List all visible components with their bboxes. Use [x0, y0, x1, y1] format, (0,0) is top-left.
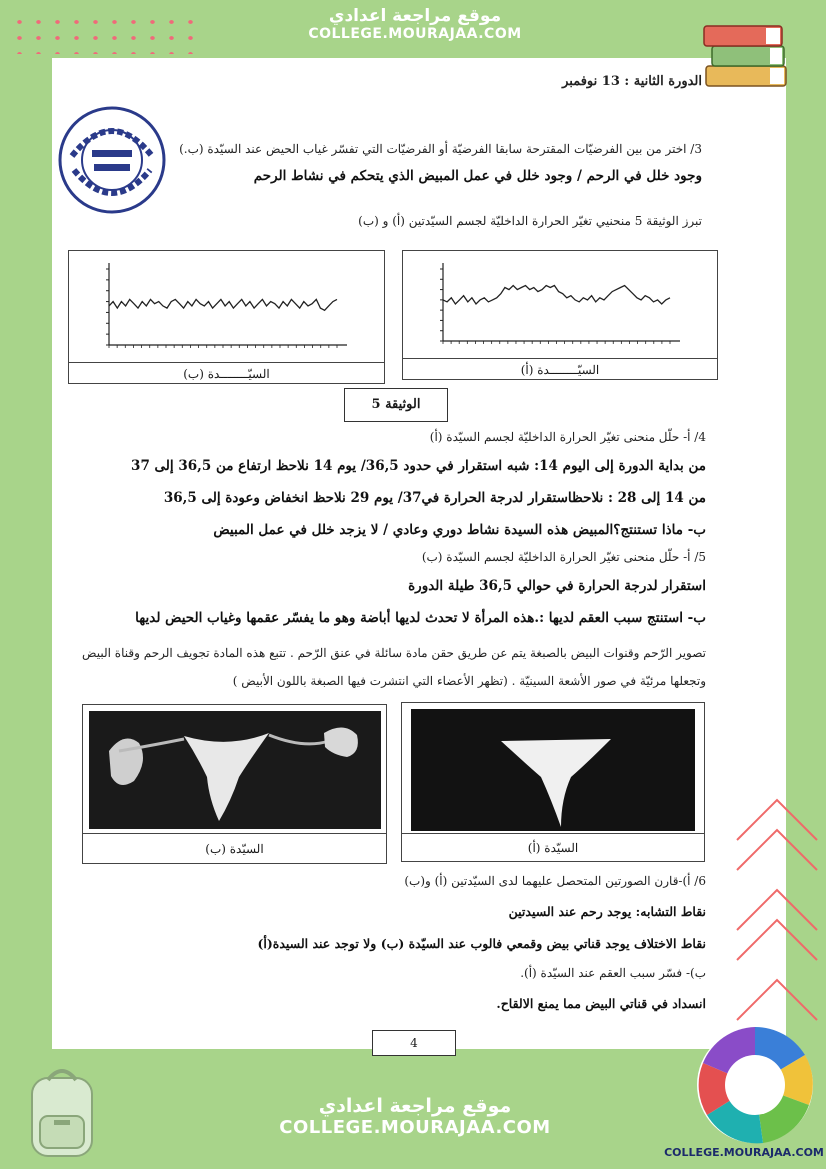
q5a-question: 5/ أ- حلّل منحنى تغيّر الحرارة الداخليّة لجسم السيّدة (ب): [421, 550, 706, 564]
q5b-line: ب- استنتج سبب العقم لديها :.هذه المرأة لا تحدث لديها أباضة وهو ما يفسّر عقمها وغياب الحيض لديها: [135, 610, 706, 626]
chart-b: [69, 251, 383, 361]
backpack-icon: [14, 1058, 109, 1163]
q4a-question: 4/ أ- حلّل منحنى تغيّر الحرارة الداخليّة لجسم السيّدة (أ): [429, 430, 706, 444]
q6b-answer: انسداد في قناتي البيض مما يمنع الالقاح.: [496, 996, 706, 1011]
doc5-label: الوثيقة 5: [344, 388, 448, 422]
school-stamp: [52, 100, 172, 220]
bottom-right-site[interactable]: COLLEGE.MOURAJAA.COM: [664, 1146, 824, 1159]
xray-b-caption: السيّدة (ب): [83, 833, 386, 864]
decorative-chevrons-icon: [732, 795, 822, 1045]
xray-intro-line2: وتجعلها مرئيّة في صور الأشعة السينيّة . (تظهر الأعضاء التي انتشرت فيها الصبغة باللون الأبيض ): [232, 674, 706, 688]
doc5-intro: تبرز الوثيقة 5 منحنيي تغيّر الحرارة الداخليّة لجسم السيّدتين (أ) و (ب): [358, 214, 702, 228]
temperature-line: [443, 286, 670, 305]
chart-b-caption: السيّــــــــدة (ب): [69, 362, 384, 384]
xray-b-box: [82, 704, 387, 864]
q6-similarities: نقاط التشابه: يوجد رحم عند السيدتين: [508, 904, 706, 919]
q4a-answer-line2: من 14 إلى 28 : نلاحظاستقرار لدرجة الحرارة في37/ يوم 29 نلاحظ انخفاض وعودة إلى 36,5: [163, 490, 706, 506]
school-circle-logo-icon: [693, 1023, 818, 1148]
xray-a-image: [411, 709, 695, 831]
frame-left: [0, 0, 52, 1169]
chart-a-box: [402, 250, 718, 380]
brand-top-arabic: موقع مراجعة اعدادي: [328, 6, 502, 26]
q3-answer: وجود خلل في الرحم / وجود خلل في عمل المبيض الذي يتحكم في نشاط الرحم: [253, 168, 702, 184]
chart-a: [403, 251, 716, 357]
xray-a-box: [401, 702, 705, 862]
brand-bottom[interactable]: [270, 1095, 560, 1138]
q4b-line: ب- ماذا تستنتج؟المبيض هذه السيدة نشاط دوري وعادي / لا يزجد خلل في عمل المبيض: [213, 522, 706, 538]
page-number: 4: [372, 1030, 456, 1056]
q3-question: 3/ اختر من بين الفرضيّات المقترحة سابقا الفرضيّة أو الفرضيّات التي تفسّر غياب الحيض عند السيّدة (ب.): [179, 142, 702, 156]
brand-top-url[interactable]: COLLEGE.MOURAJAA.COM: [308, 26, 522, 42]
brand-bottom-url[interactable]: COLLEGE.MOURAJAA.COM: [279, 1117, 551, 1138]
brand-bottom-arabic: موقع مراجعة اعدادي: [318, 1095, 512, 1117]
xray-b-image: [89, 711, 381, 829]
temperature-line: [109, 299, 337, 310]
q4a-answer-line1: من بداية الدورة إلى اليوم 14: شبه استقرار في حدود 36,5/ يوم 14 نلاحظ ارتفاع من 36,5 إلى 37: [131, 458, 706, 474]
brand-top[interactable]: [290, 6, 540, 42]
xray-intro-line1: تصوير الرّحم وقنوات البيض بالصبغة يتم عن طريق حقن مادة سائلة في عنق الرّحم . تتبع هذه المادة تجويف الرحم وقناة البيض: [82, 646, 706, 660]
decorative-dots: [10, 14, 200, 54]
q6b-question: ب)- فسّر سبب العقم عند السيّدة (أ).: [520, 966, 706, 980]
q6-differences: نقاط الاختلاف يوجد قناتي بيض وقمعي فالوب عند السيّدة (ب) ولا توجد عند السيدة(أ): [257, 936, 706, 951]
session-header: الدورة الثانية : 13 نوفمبر: [562, 74, 702, 89]
chart-b-box: [68, 250, 385, 384]
chart-a-caption: السيّــــــــدة (أ): [403, 358, 717, 380]
xray-a-caption: السيّدة (أ): [402, 833, 704, 862]
books-logo-icon: [700, 14, 792, 94]
q5a-answer: استقرار لدرجة الحرارة في حوالي 36,5 طيلة الدورة: [408, 578, 706, 594]
q6a-question: 6/ أ)-قارن الصورتين المتحصل عليهما لدى السيّدتين (أ) و(ب): [404, 874, 706, 888]
